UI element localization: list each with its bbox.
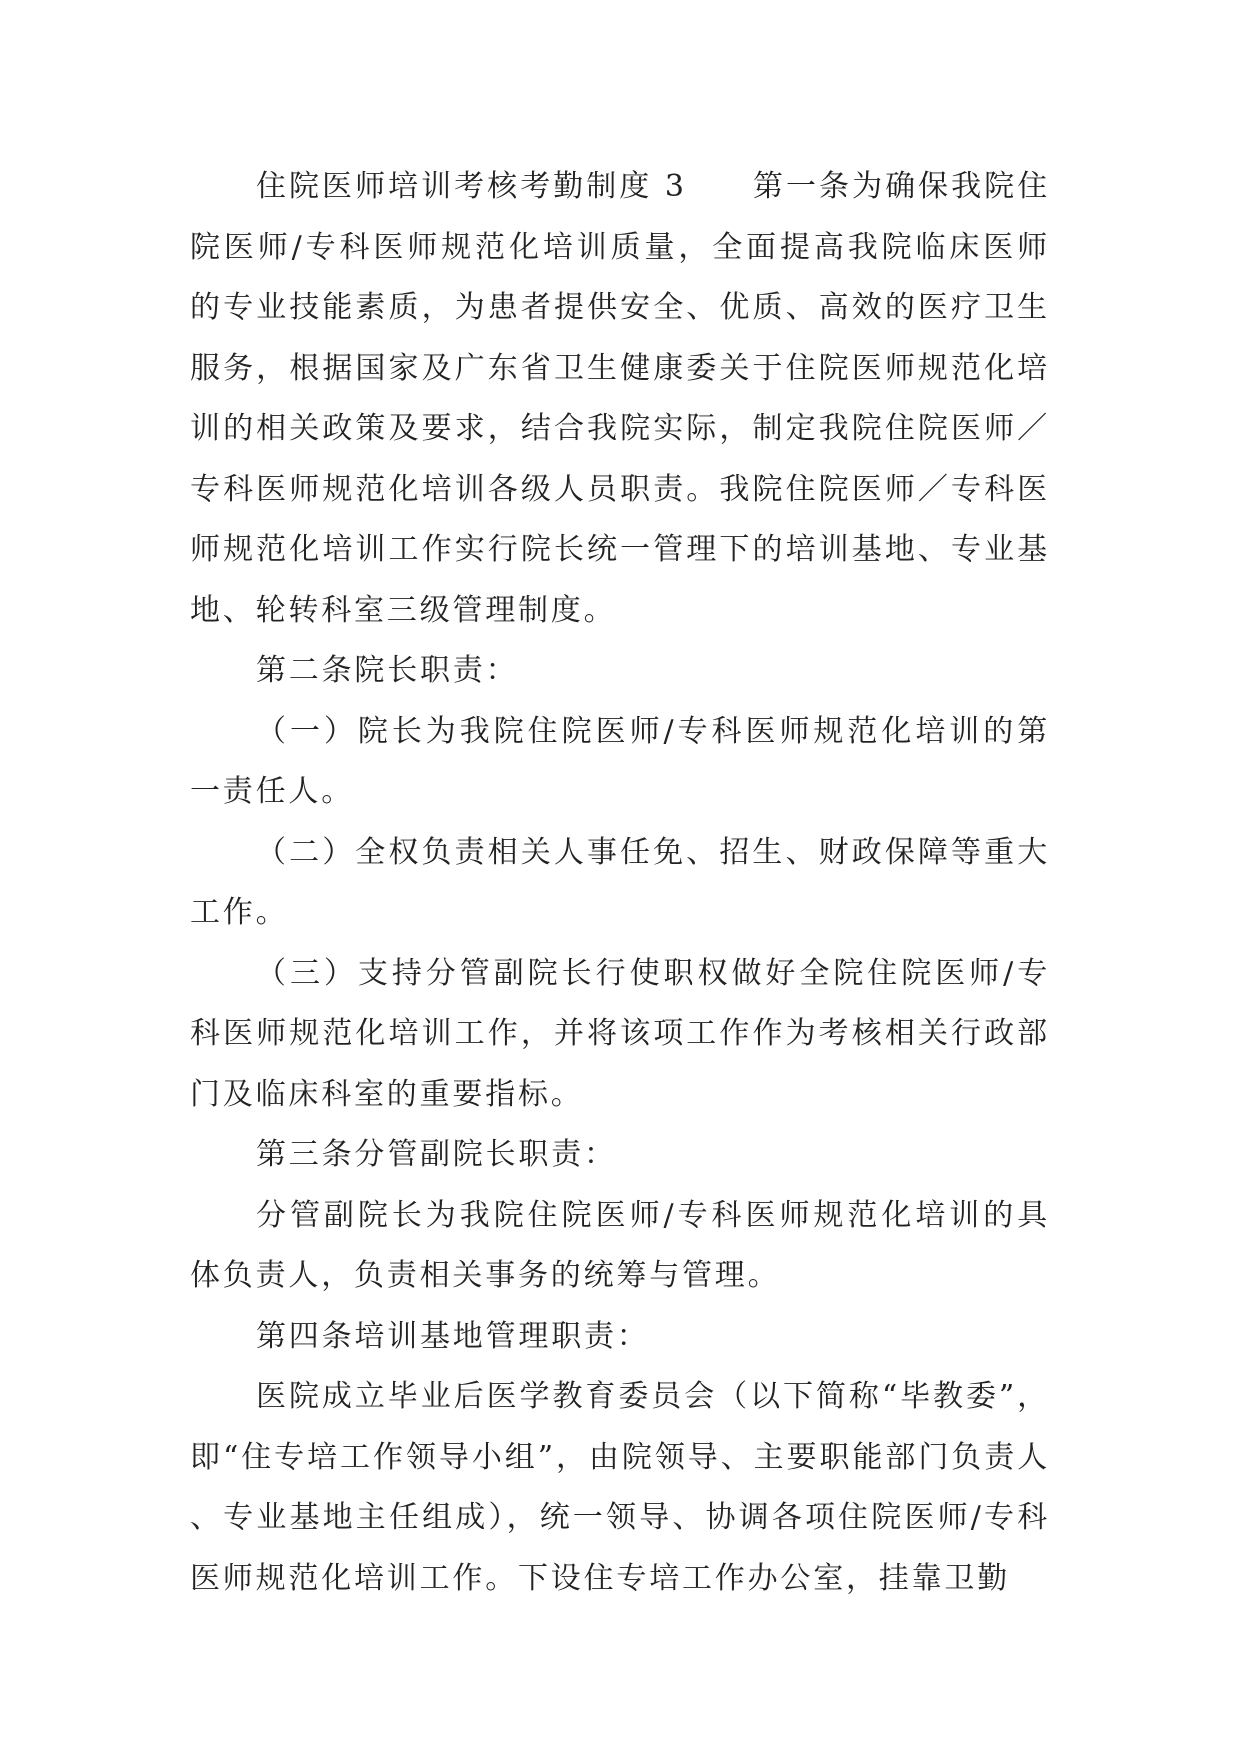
paragraph-article-2-item-3: （三）支持分管副院长行使职权做好全院住院医师/专科医师规范化培训工作，并将该项工作作为考核相关行政部门及临床科室的重要指标。 (190, 955, 1050, 1112)
paragraph-article-2-item-2: （二）全权负责相关人事任免、招生、财政保障等重大工作。 (190, 834, 1050, 930)
paragraph-article-2-heading: 第二条院长职责： (256, 653, 519, 688)
document-body (190, 157, 1050, 1609)
paragraph-article-3-body: 分管副院长为我院住院医师/专科医师规范化培训的具体负责人，负责相关事务的统筹与管理。 (190, 1197, 1050, 1293)
paragraph-article-2-item-1: （一）院长为我院住院医师/专科医师规范化培训的第一责任人。 (190, 713, 1050, 809)
paragraph-article-4-body: 医院成立毕业后医学教育委员会（以下简称“毕教委”，即“住专培工作领导小组”，由院领导、主要职能部门负责人、专业基地主任组成），统一领导、协调各项住院医师/专科医师规范化培训工作。下设住专培工作办公室，挂靠卫勤 (190, 1379, 1050, 1596)
paragraph-article-3-heading: 第三条分管副院长职责： (256, 1137, 617, 1172)
paragraph-article-4-heading: 第四条培训基地管理职责： (256, 1318, 650, 1354)
paragraph-intro-article-1: 住院医师培训考核考勤制度 3 第一条为确保我院住院医师/专科医师规范化培训质量，全面提高我院临床医师的专业技能素质，为患者提供安全、优质、高效的医疗卫生服务，根据国家及广东省卫生健康委关于住院医师规范化培训的相关政策及要求，结合我院实际，制定我院住院医师／专科医师规范化培训各级人员职责。我院住院医师／专科医师规范化培训工作实行院长统一管理下的培训基地、专业基地、轮转科室三级管理制度。 (190, 169, 1050, 628)
